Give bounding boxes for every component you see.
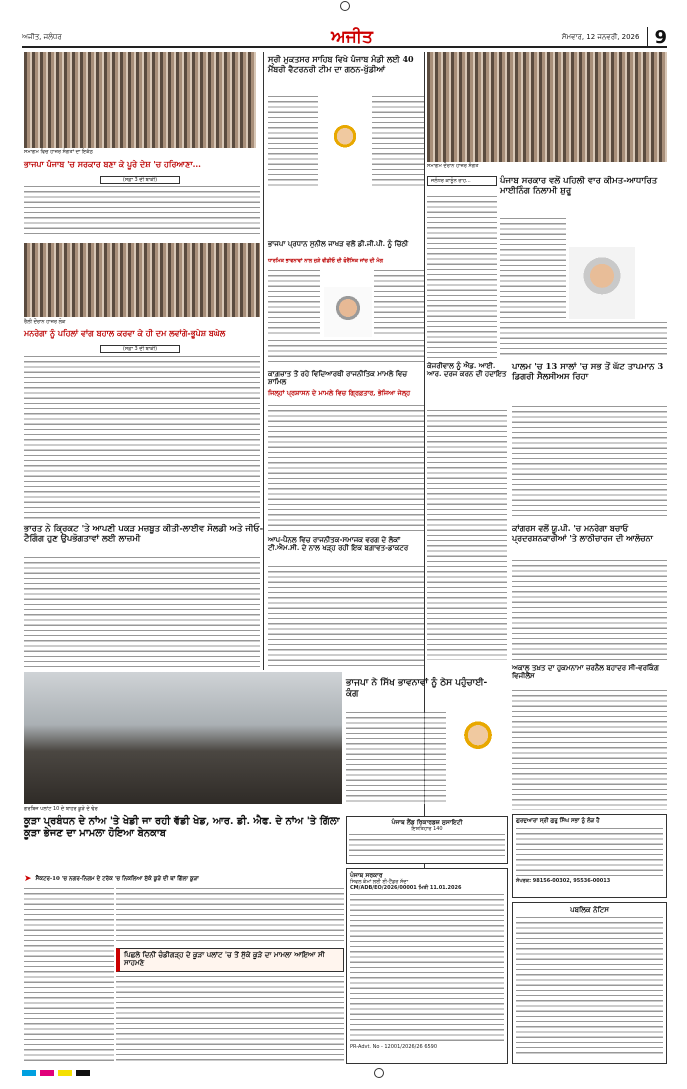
gathering-photo bbox=[427, 52, 667, 162]
crowd-photo bbox=[24, 52, 256, 148]
section-label-text: ਜਲੰਧਰ ਕਾਨੂੰਨ ਰਾਹ... bbox=[427, 176, 497, 186]
masthead-date: ਸੋਮਵਾਰ, 12 ਜਨਵਰੀ, 2026 bbox=[561, 32, 640, 41]
photo-caption: ਗਰਬਿਜ ਪਲਾਂਟ 10 ਦੇ ਬਾਹਰ ਕੂੜੇ ਦੇ ਢੇਰ bbox=[24, 806, 98, 812]
photo-caption: ਸਮਾਗਮ ਦੌਰਾਨ ਹਾਜ਼ਰ ਸੰਗਤ bbox=[427, 163, 479, 169]
section-label bbox=[427, 176, 497, 186]
black-swatch bbox=[76, 1070, 90, 1076]
magenta-swatch bbox=[40, 1070, 54, 1076]
ad-title: ਪੰਜਾਬ ਲੈਂਡ ਰਿਕਾਰਡਜ਼ ਸੁਸਾਇਟੀ bbox=[391, 819, 463, 826]
ad-subtitle: ਇਸ਼ਤਿਹਾਰ 140 bbox=[411, 826, 443, 833]
kicker-text: ਸੈਕਟਰ-10 'ਚ ਨਗਰ-ਨਿਗਮ ਦੇ ਟਰੱਕ 'ਚ ਨਿਕਲਿਆ ਸੁੱਕੇ ਕੂੜੇ ਦੀ ਥਾਂ ਗਿੱਲਾ ਕੂੜਾ bbox=[35, 875, 199, 882]
ad-public-notice bbox=[512, 902, 667, 1064]
tender-ref: CM/ADB/EO/2026/00001 ਮਿਤੀ 11.01.2026 bbox=[350, 885, 462, 892]
headline-students: ਕਾਗ਼ਜ਼ਾਤ ਤੋਂ ਰਹੇ ਵਿਦਿਆਰਥੀ ਰਾਜਨੀਤਿਕ ਮਾਮਲੇ ਵਿਚ ਸ਼ਾਮਿਲ bbox=[268, 369, 408, 387]
page-number: 9 bbox=[647, 27, 667, 48]
article-text bbox=[500, 322, 667, 358]
headline-weather: ਪਾਲਮ 'ਚ 13 ਸਾਲਾਂ 'ਚ ਸਭ ਤੋਂ ਘੱਟ ਤਾਪਮਾਨ 3 ਡਿਗਰੀ ਸੈਲਸੀਅਸ ਰਿਹਾ bbox=[512, 362, 664, 383]
article-text bbox=[116, 976, 344, 1064]
article-text bbox=[346, 712, 446, 804]
arrow-icon: ➤ bbox=[24, 874, 32, 884]
article-text bbox=[268, 405, 424, 533]
ad-text bbox=[516, 828, 663, 878]
contact-phone: ਸੰਪਰਕ: 98156-00302, 95536-00013 bbox=[516, 877, 611, 884]
photo-caption: ਸਮਾਗਮ ਵਿਚ ਹਾਜ਼ਰ ਸੰਗਤਾਂ ਦਾ ਇਕੱਠ bbox=[24, 149, 93, 155]
tender-title: ਪੰਜਾਬ ਸਰਕਾਰ bbox=[350, 872, 383, 879]
job-notice: ਗੁਰਦੁਆਰਾ ਸ੍ਰੀ ਗੁਰੂ ਸਿੰਘ ਸਭਾ ਨੂੰ ਲੋੜ ਹੈ bbox=[516, 818, 600, 824]
pr-number: PR-Advt. No - 12001/2026/26 6590 bbox=[350, 1044, 438, 1051]
article-text bbox=[268, 96, 318, 186]
highlight-box bbox=[116, 948, 344, 972]
article-text bbox=[24, 888, 114, 1064]
article-text bbox=[24, 356, 260, 521]
ad-text bbox=[516, 917, 663, 1057]
headline-aap: ਆਪ-ਪੈਨਲ ਵਿਚ ਰਾਜਨੀਤਕ-ਸਮਾਜਕ ਵਰਗ ਦੇ ਲੋਕਾਂ ਟੀ.ਐਮ.ਸੀ. ਦੇ ਨਾਲ ਖੜ੍ਹ ਰਹੀ ਇਕ ਬਗ਼ਾਵਤ-ਡਾਕਟਰ bbox=[268, 535, 409, 553]
continued-label: (ਸਫ਼ਾ 3 ਦੀ ਬਾਕੀ) bbox=[100, 345, 180, 353]
article-text bbox=[268, 270, 320, 336]
registration-mark-icon bbox=[340, 1, 350, 11]
portrait-photo bbox=[321, 117, 369, 165]
article-text bbox=[24, 557, 260, 667]
article-text bbox=[24, 186, 260, 238]
headline-jakhar: ਭਾਜਪਾ ਪ੍ਰਧਾਨ ਸੁਨੀਲ ਜਾਖੜ ਵਲੋਂ ਡੀ.ਜੀ.ਪੀ. ਨੂੰ ਚਿੱਠੀ bbox=[268, 239, 409, 248]
ad-gurdwara bbox=[512, 814, 667, 898]
headline-muktsar: ਸ੍ਰੀ ਮੁਕਤਸਰ ਸਾਹਿਬ ਵਿਖੇ ਪੰਜਾਬ ਮੰਡੀ ਲਈ 40 ਮੈਂਬਰੀ ਵੈਟਰਨਰੀ ਟੀਮ ਦਾ ਗਠਨ-ਖੁੱਡੀਆਂ bbox=[268, 54, 414, 74]
registration-mark-icon bbox=[374, 1068, 384, 1078]
garbage-truck-photo bbox=[24, 672, 342, 804]
headline-cricket: ਭਾਰਤ ਨੇ ਕ੍ਰਿਕਟ 'ਤੇ ਆਪਣੀ ਪਕੜ ਮਜ਼ਬੂਤ ਕੀਤੀ-ਲਾਈਵ ਸੋਲਡੀ ਅਤੇ ਜੀਓ-ਟੈਗਿੰਗ ਹੁਣ ਉਪਭੋਗਤਾਵਾਂ ਲਈ ਲਾਜ਼ਮੀ bbox=[24, 524, 264, 545]
ad-text bbox=[349, 834, 505, 856]
print-header-line bbox=[0, 0, 687, 14]
highlight-text: ਪਿਛਲੇ ਦਿਨੀਂ ਚੰਡੀਗੜ੍ਹ ਦੇ ਕੂੜਾ ਪਲਾਂਟ 'ਚ ਤੋਂ ਸੁੱਕੇ ਕੂੜੇ ਦਾ ਮਾਮਲਾ ਆਇਆ ਸੀ ਸਾਹਮਣੇ bbox=[124, 950, 325, 968]
subhead-students: ਜਿਲ੍ਹਾਂ ਪ੍ਰਸ਼ਾਸਨ ਦੇ ਮਾਮਲੇ ਵਿਚ ਗ੍ਰਿਫ਼ਤਾਰ, ਭੇਜਿਆ ਜੇਲ੍ਹ bbox=[268, 389, 411, 397]
article-text bbox=[500, 218, 566, 318]
kicker-row bbox=[24, 874, 344, 884]
article-text bbox=[268, 340, 424, 366]
article-text bbox=[372, 96, 424, 186]
headline-sikh: ਭਾਜਪਾ ਨੇ ਸਿੱਖ ਭਾਵਨਾਵਾਂ ਨੂੰ ਠੇਸ ਪਹੁੰਚਾਈ-ਕੰਗ bbox=[346, 678, 488, 699]
headline-kejriwal: ਕੇਜਰੀਵਾਲ ਨੂੰ ਐਡ. ਆਈ. ਆਰ. ਦਰਜ ਕਰਨ ਦੀ ਹਦਾਇਤ bbox=[427, 361, 507, 379]
article-text bbox=[268, 566, 424, 668]
headline-akali: ਅਕਾਲ ਤਖ਼ਤ ਦਾ ਹੁਕਮਨਾਮਾ ਜ਼ਰਨੈਲ ਬਹਾਦਰ ਸੀ-ਵਰਕਿੰਗ ਵਿਜੀਲੈਂਸ bbox=[512, 663, 659, 681]
headline-bjp-haryana: ਭਾਜਪਾ ਪੰਜਾਬ 'ਚ ਸਰਕਾਰ ਬਣਾ ਕੇ ਪੂਰੇ ਦੇਸ਼ 'ਚ ਹਰਿਆਣਾ... bbox=[24, 159, 201, 169]
masthead bbox=[22, 28, 667, 48]
rally-photo bbox=[24, 243, 260, 317]
cyan-swatch bbox=[22, 1070, 36, 1076]
ad-tender bbox=[346, 868, 508, 1064]
masthead-city: ਅਜੀਤ, ਜਲੰਧਰ bbox=[22, 32, 62, 41]
article-text bbox=[374, 270, 424, 336]
yellow-swatch bbox=[58, 1070, 72, 1076]
continued-label: (ਸਫ਼ਾ 3 ਦੀ ਬਾਕੀ) bbox=[100, 176, 180, 184]
portrait-photo bbox=[448, 712, 508, 770]
article-text bbox=[427, 410, 507, 660]
headline-congress: ਕਾਂਗਰਸ ਵਲੋਂ ਯੂ.ਪੀ. 'ਚ ਮਨਰੇਗਾ ਬਚਾਓ ਪ੍ਰਦਰਸ਼ਨਕਾਰੀਆਂ 'ਤੇ ਲਾਠੀਚਾਰਜ ਦੀ ਆਲੋਚਨਾ bbox=[512, 523, 653, 543]
article-text bbox=[512, 406, 667, 516]
article-text bbox=[512, 560, 667, 660]
color-calibration-bar bbox=[22, 1068, 667, 1078]
newspaper-logo: ਅਜੀਤ bbox=[331, 27, 373, 47]
headline-mining: ਪੰਜਾਬ ਸਰਕਾਰ ਵਲੋਂ ਪਹਿਲੀ ਵਾਰ ਕੀਮਤ-ਆਧਾਰਿਤ ਮਾਈਨਿੰਗ ਨਿਲਾਮੀ ਸ਼ੁਰੂ bbox=[500, 176, 658, 197]
photo-caption: ਰੈਲੀ ਦੌਰਾਨ ਹਾਜ਼ਰ ਲੋਕ bbox=[24, 319, 66, 325]
article-text bbox=[116, 888, 344, 944]
ad-text bbox=[350, 894, 504, 1044]
headline-garbage: ਕੂੜਾ ਪ੍ਰਬੰਧਨ ਦੇ ਨਾਂਅ 'ਤੇ ਖੇਡੀ ਜਾ ਰਹੀ ਵੱਡੀ ਖੇਡ, ਆਰ. ਡੀ. ਐਫ. ਦੇ ਨਾਂਅ 'ਤੇ ਗਿੱਲਾ ਕੂੜਾ ਭੇਜਣ ਦਾ ਮਾਮਲਾ ਹੋਇਆ ਬੇਨਕਾਬ bbox=[24, 816, 340, 839]
portrait-photo bbox=[569, 247, 635, 319]
article-text bbox=[512, 690, 667, 810]
headline-manrega: ਮਨਰੇਗਾ ਨੂੰ ਪਹਿਲਾਂ ਵਾਂਗ ਬਹਾਲ ਕਰਵਾ ਕੇ ਹੀ ਦਮ ਲਵਾਂਗੇ-ਭੂਪੇਸ਼ ਬਘੇਲ bbox=[24, 328, 226, 338]
public-notice-title: ਪਬਲਿਕ ਨੋਟਿਸ bbox=[570, 905, 609, 914]
tender-line: ਸਿਵਲ ਕੰਮਾਂ ਲਈ ਈ-ਟੈਂਡਰ ਸੱਦਾ bbox=[350, 879, 409, 886]
article-text bbox=[427, 196, 497, 358]
portrait-photo bbox=[324, 287, 372, 337]
column-rule bbox=[263, 52, 264, 670]
subhead-jakhar: ਧਾਰਮਿਕ ਭਾਵਨਾਵਾਂ ਨਾਲ ਜੁੜੇ ਵੀਡੀਓ ਦੀ ਫੋਰੈਂਸਿਕ ਜਾਂਚ ਦੀ ਮੰਗ bbox=[268, 258, 383, 264]
ad-land-records bbox=[346, 816, 508, 864]
